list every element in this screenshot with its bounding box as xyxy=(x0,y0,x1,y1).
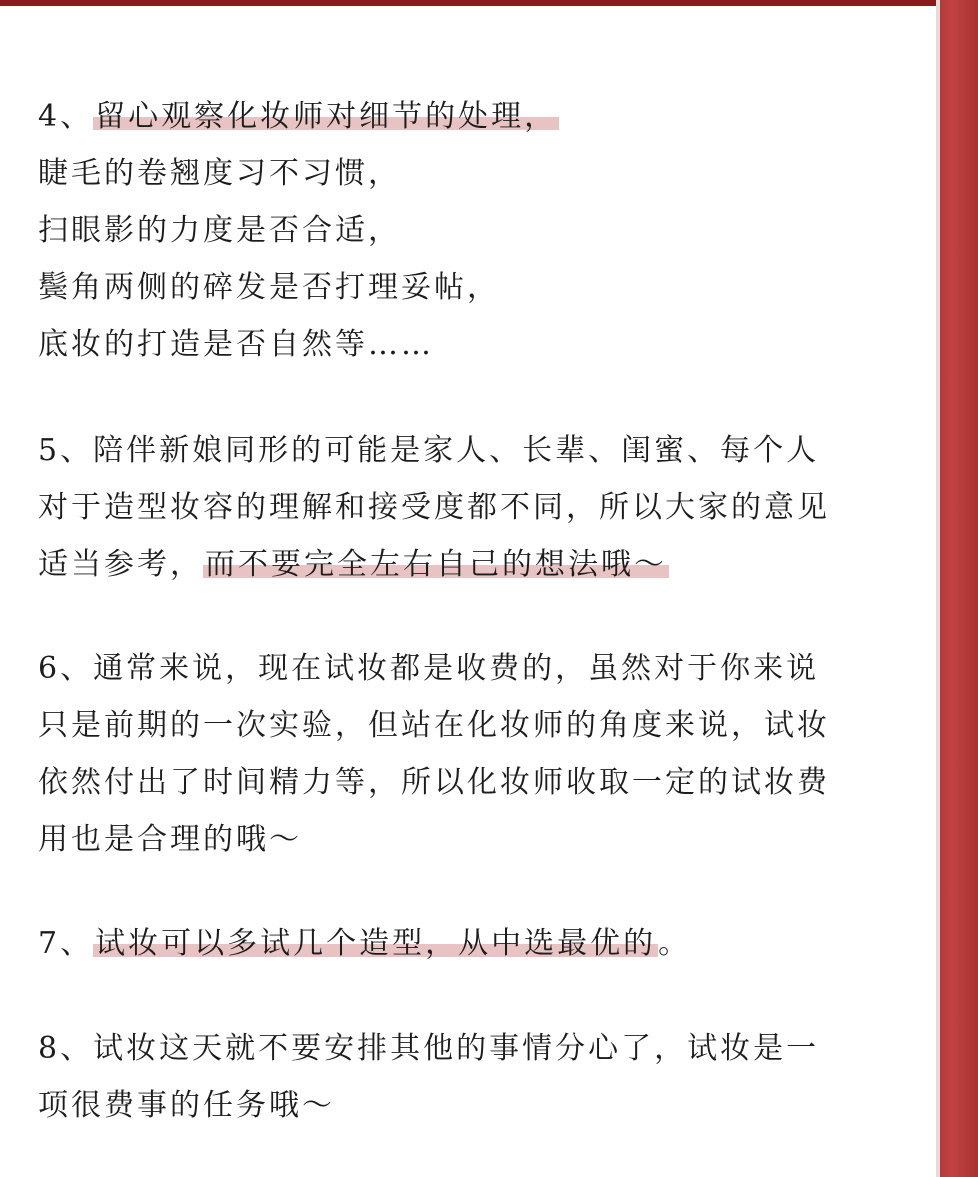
tip-4-line-4: 鬓角两侧的碎发是否打理妥帖， xyxy=(38,270,500,305)
tip-5-line-2: 对于造型妆容的理解和接受度都不同，所以大家的意见 xyxy=(38,490,830,525)
tip-7-number: 7、 xyxy=(38,926,94,961)
tip-8-line-2: 项很费事的任务哦～ xyxy=(38,1088,335,1123)
tip-6-line-2: 只是前期的一次实验，但站在化妆师的角度来说，试妆 xyxy=(38,708,830,743)
tip-6-line-4: 用也是合理的哦～ xyxy=(38,822,302,857)
tip-4-line-1 xyxy=(38,88,559,145)
tip-5-line-3 xyxy=(38,536,830,593)
right-border xyxy=(940,0,978,1177)
tip-6 xyxy=(38,640,830,868)
tip-7-highlight: 试妆可以多试几个造型，从中选最优的 xyxy=(95,926,657,961)
tip-5-highlight: 而不要完全左右自己的想法哦～ xyxy=(205,547,667,582)
tip-4-line-5: 底妆的打造是否自然等…… xyxy=(38,327,434,362)
tip-6-line-1: 6、通常来说，现在试妆都是收费的，虽然对于你来说 xyxy=(38,651,820,686)
tip-4-line-2: 睫毛的卷翘度习不习惯， xyxy=(38,156,401,191)
tip-7 xyxy=(38,915,691,972)
tip-5 xyxy=(38,422,830,593)
tip-5-line-3-text: 适当参考， xyxy=(38,547,203,582)
tip-5-line-1: 5、陪伴新娘同形的可能是家人、长辈、闺蜜、每个人 xyxy=(38,433,820,468)
tip-4 xyxy=(38,88,559,373)
tip-8-line-1: 8、试妆这天就不要安排其他的事情分心了，试妆是一 xyxy=(38,1031,820,1066)
tip-6-line-3: 依然付出了时间精力等，所以化妆师收取一定的试妆费 xyxy=(38,765,830,800)
top-border xyxy=(0,0,978,6)
tip-4-highlight: 留心观察化妆师对细节的处理， xyxy=(95,99,558,134)
tip-4-line-3: 扫眼影的力度是否合适， xyxy=(38,213,401,248)
tip-7-suffix: 。 xyxy=(658,926,692,961)
tip-4-number: 4、 xyxy=(38,99,94,134)
tip-7-line-1 xyxy=(38,915,691,972)
tip-8 xyxy=(38,1020,819,1134)
